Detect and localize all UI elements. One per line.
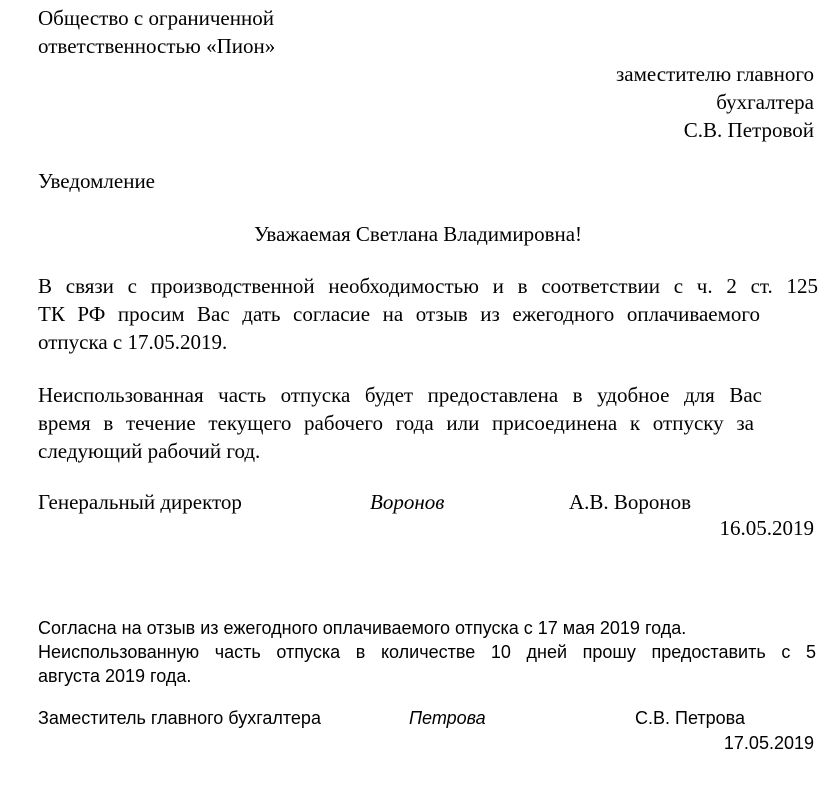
organization-line-2: ответственностью «Пион» bbox=[38, 34, 276, 58]
organization-line-1: Общество с ограниченной bbox=[38, 6, 274, 30]
employee-signature: Петрова bbox=[409, 708, 486, 728]
consent-line-2: Неиспользованную часть отпуска в количестве 10 дней прошу предоставить с 5 bbox=[38, 642, 816, 662]
employee-position: Заместитель главного бухгалтера bbox=[38, 708, 321, 728]
addressee-line-3: С.В. Петровой bbox=[683, 118, 814, 142]
director-position: Генеральный директор bbox=[38, 490, 242, 514]
addressee-block bbox=[616, 60, 814, 144]
employee-name: С.В. Петрова bbox=[635, 708, 745, 728]
notice-title: Уведомление bbox=[38, 169, 156, 193]
director-date: 16.05.2019 bbox=[719, 516, 814, 540]
paragraph-recall-line-2: ТК РФ просим Вас дать согласие на отзыв из ежегодного оплачиваемого bbox=[38, 302, 760, 326]
consent-line-3: августа 2019 года. bbox=[38, 666, 192, 686]
consent-line-1: Согласна на отзыв из ежегодного оплачиваемого отпуска с 17 мая 2019 года. bbox=[38, 618, 687, 638]
paragraph-unused-leave bbox=[38, 381, 818, 465]
director-signature: Воронов bbox=[370, 490, 445, 514]
paragraph-unused-leave-line-2: время в течение текущего рабочего года или присоединена к отпуску за bbox=[38, 411, 754, 435]
greeting: Уважаемая Светлана Владимировна! bbox=[253, 222, 583, 246]
addressee-line-1: заместителю главного bbox=[616, 62, 814, 86]
director-name: А.В. Воронов bbox=[569, 490, 692, 514]
paragraph-recall-line-3: отпуска с 17.05.2019. bbox=[38, 330, 228, 354]
employee-date: 17.05.2019 bbox=[723, 733, 814, 753]
addressee-line-2: бухгалтера bbox=[716, 90, 814, 114]
paragraph-recall bbox=[38, 272, 818, 356]
paragraph-unused-leave-line-3: следующий рабочий год. bbox=[38, 439, 261, 463]
organization-name bbox=[38, 4, 275, 60]
paragraph-recall-line-1: В связи с производственной необходимостью и в соответствии с ч. 2 ст. 125 bbox=[38, 274, 818, 298]
paragraph-unused-leave-line-1: Неиспользованная часть отпуска будет предоставлена в удобное для Вас bbox=[38, 383, 762, 407]
consent-text bbox=[38, 616, 816, 688]
